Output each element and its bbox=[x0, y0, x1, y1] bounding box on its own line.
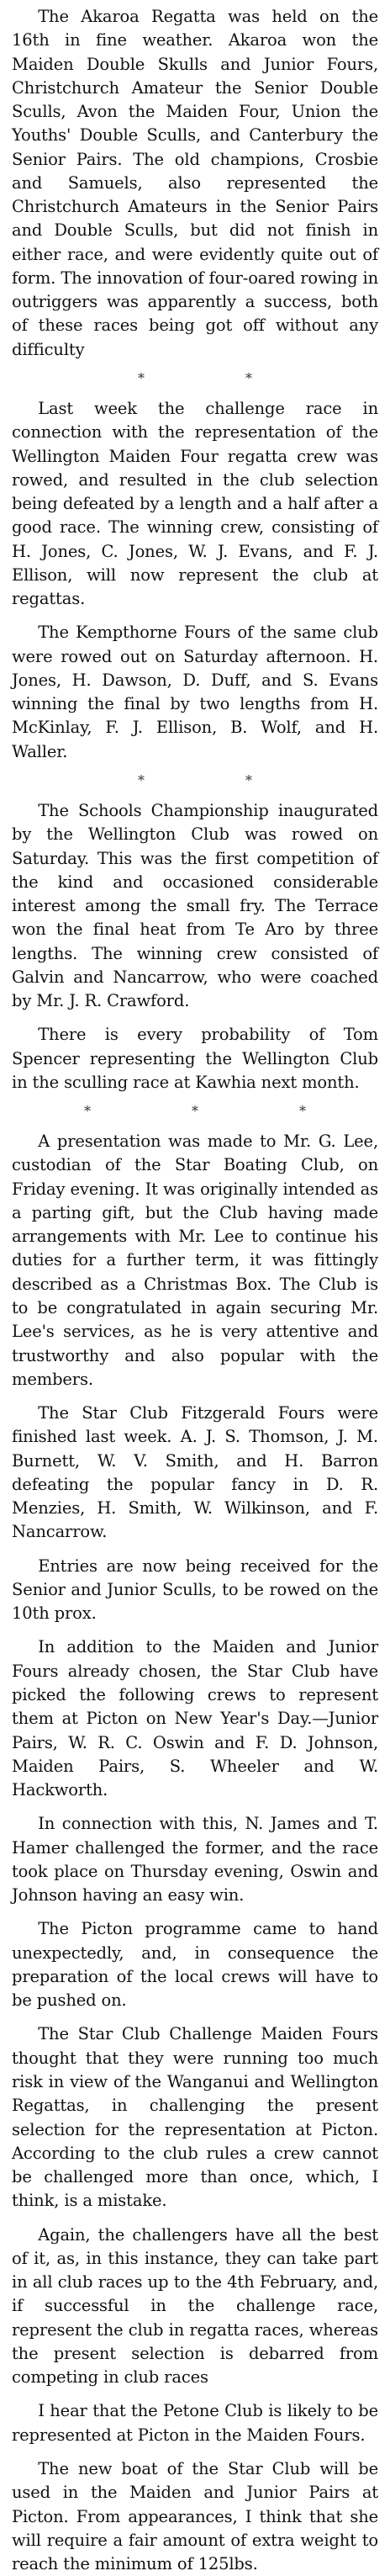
paragraph-presentation: A presentation was made to Mr. G. Lee, custodian of the Star Boating Club, on Friday evening. It was originally intended as a parting gift, but the Club having made arrangements with Mr. Lee to continue his duties for a further term, it was fittingly described as a Christmas Box. The Club is to be congratulated in again securing Mr. Lee's services, as he is very attentive and trustworthy and also popular with the members. bbox=[12, 1132, 378, 1389]
paragraph-picton-crews: In addition to the Maiden and Junior Fours already chosen, the Star Club have picked the following crews to represent them at Picton on New Year's Day.—Junior Pairs, W. R. C. Oswin and F. D. Johnson, Maiden Pairs, S. Wheeler and W. Hackworth. bbox=[12, 1637, 378, 1800]
article-column bbox=[12, 5, 378, 2576]
paragraph-picton-programme: The Picton programme came to hand unexpectedly, and, in consequence the preparation of the local crews will have to be pushed on. bbox=[12, 1919, 378, 2011]
paragraph-kempthorne-fours: The Kempthorne Fours of the same club were rowed out on Saturday afternoon. H. Jones, H. Dawson, D. Duff, and S. Evans winning the final by two lengths from H. McKinlay, F. J. Ellison, B. Wolf, and H. Waller. bbox=[12, 623, 378, 761]
paragraph-new-boat: The new boat of the Star Club will be used in the Maiden and Junior Pairs at Picton. From appearances, I think that she will require a fair amount of extra weight to reach the minimum of 125lbs. bbox=[12, 2458, 378, 2574]
separator-star: * bbox=[138, 771, 145, 788]
section-separator bbox=[12, 1105, 378, 1118]
separator-star: * bbox=[192, 1103, 198, 1120]
separator-star: * bbox=[245, 369, 252, 386]
section-separator bbox=[12, 369, 378, 386]
section-separator bbox=[12, 771, 378, 788]
paragraph-entries: Entries are now being received for the Senior and Junior Sculls, to be rowed on the 10th prox. bbox=[12, 1556, 378, 1624]
separator-star: * bbox=[84, 1103, 91, 1120]
separator-star: * bbox=[299, 1103, 306, 1120]
paragraph-challenge-maiden-fours: The Star Club Challenge Maiden Fours thought that they were running too much risk in view of the Wanganui and Wellington Regattas, in challenging the present selection for the representation at Picton. According to the club rules a crew cannot be challenged more than once, which, I think, is a mistake. bbox=[12, 2024, 378, 2211]
paragraph-tom-spencer: There is every probability of Tom Spencer representing the Wellington Club in the sculling race at Kawhia next month. bbox=[12, 1025, 378, 1092]
separator-star: * bbox=[245, 771, 252, 788]
paragraph-challengers: Again, the challengers have all the best of it, as, in this instance, they can take part in all club races up to the 4th February, and, if successful in the challenge race, represent the club in regatta races, whereas the present selection is debarred from competing in club races bbox=[12, 2224, 378, 2388]
separator-star: * bbox=[138, 369, 145, 386]
paragraph-challenge-james-hamer: In connection with this, N. James and T. Hamer challenged the former, and the race took place on Thursday evening, Oswin and Johnson having an easy win. bbox=[12, 1814, 378, 1905]
paragraph-challenge-race: Last week the challenge race in connection with the representation of the Wellington Maiden Four regatta crew was rowed, and resulted in the club selection being defeated by a length and a half after a good race. The winning crew, consisting of H. Jones, C. Jones, W. J. Evans, and F. J. Ellison, will now represent the club at regattas. bbox=[12, 398, 378, 609]
paragraph-akaroa-regatta: The Akaroa Regatta was held on the 16th in fine weather. Akaroa won the Maiden Double Skulls and Junior Fours, Christchurch Amateur the Senior Double Sculls, Avon the Maiden Four, Union the Youths' Double Sculls, and Canterbury the Senior Pairs. The old champions, Crosbie and Samuels, also represented the Christchurch Amateurs in the Senior Pairs and Double Sculls, but did not finish in either race, and were evidently quite out of form. The innovation of four-oared rowing in outriggers was apparently a success, both of these races being got off without any difficulty bbox=[12, 7, 378, 359]
paragraph-schools-championship: The Schools Championship inaugurated by the Wellington Club was rowed on Saturday. This was the first competition of the kind and occasioned considerable interest among the small fry. The Terrace won the final heat from Te Aro by three lengths. The winning crew consisted of Galvin and Nancarrow, who were coached by Mr. J. R. Crawford. bbox=[12, 800, 378, 1011]
paragraph-petone-club: I hear that the Petone Club is likely to be represented at Picton in the Maiden Fours. bbox=[12, 2401, 378, 2445]
paragraph-fitzgerald-fours: The Star Club Fitzgerald Fours were finished last week. A. J. S. Thomson, J. M. Burnett, W. V. Smith, and H. Barron defeating the popular fancy in D. R. Menzies, H. Smith, W. Wilkinson, and F. Nancarrow. bbox=[12, 1403, 378, 1542]
